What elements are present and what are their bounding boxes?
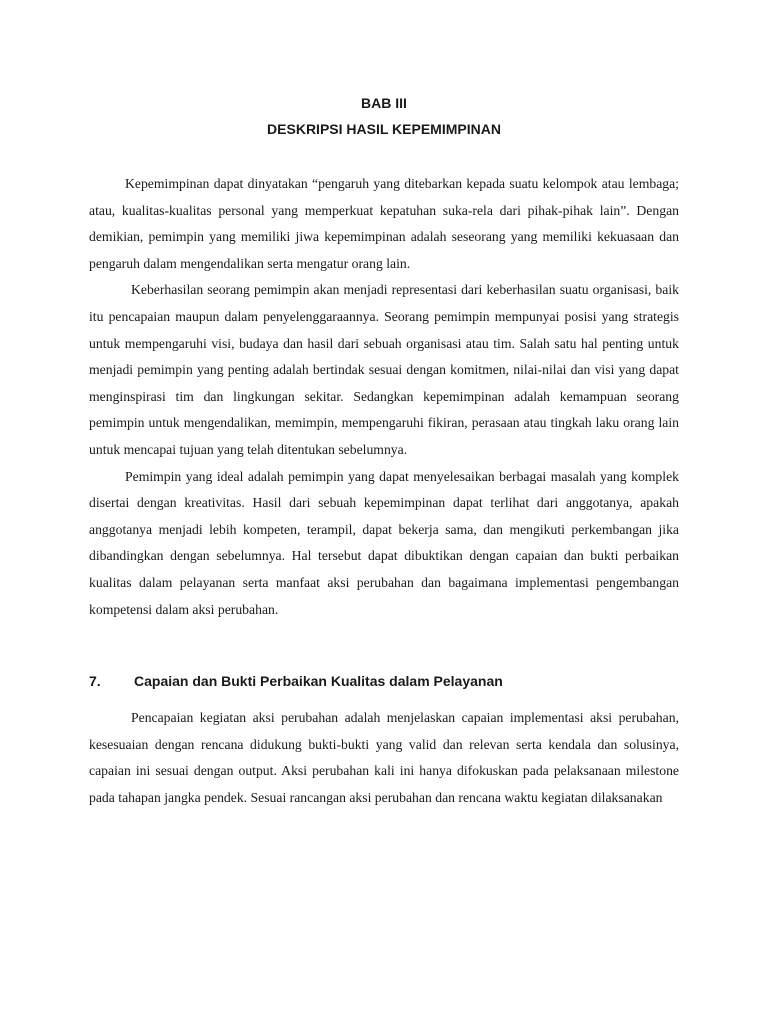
paragraph-3: Pemimpin yang ideal adalah pemimpin yang dapat menyelesaikan berbagai masalah yang komplek disertai dengan kreativitas. Hasil dari sebuah kepemimpinan dapat terlihat dari anggotanya, apakah anggotanya menjadi lebih kompeten, terampil, dapat bekerja sama, dan mengikuti perkembangan jika dibandingkan dengan sebelumnya. Hal tersebut dapat dibuktikan dengan capaian dan bukti perbaikan kualitas dalam pelayanan serta manfaat aksi perubahan dan bagaimana implementasi pengembangan kompetensi dalam aksi perubahan. <box>89 468 679 617</box>
paragraph-2: Keberhasilan seorang pemimpin akan menjadi representasi dari keberhasilan suatu organisasi, baik itu pencapaian maupun dalam penyelenggaraannya. Seorang pemimpin mempunyai posisi yang strategis untuk mempengaruhi visi, budaya dan hasil dari sebuah organisasi atau tim. Salah satu hal penting untuk menjadi pemimpin yang penting adalah bertindak sesuai dengan komitmen, nilai-nilai dan visi yang dapat menginspirasi tim dan lingkungan sekitar. Sedangkan kepemimpinan adalah kemampuan seorang pemimpin untuk mengendalikan, memimpin, mempengaruhi fikiran, perasaan atau tingkah laku orang lain untuk mencapai tujuan yang telah ditentukan sebelumnya. <box>89 282 679 457</box>
section-text-block <box>89 705 679 811</box>
section-title: Capaian dan Bukti Perbaikan Kualitas dalam Pelayanan <box>134 673 503 689</box>
chapter-heading: BAB III <box>361 95 407 111</box>
intro-text-block <box>89 171 679 623</box>
section-paragraph-1: Pencapaian kegiatan aksi perubahan adalah menjelaskan capaian implementasi aksi perubahan, kesesuaian dengan rencana didukung bukti-bukti yang valid dan relevan serta kendala dan solusinya, capaian ini sesuai dengan output. Aksi perubahan kali ini hanya difokuskan pada pelaksanaan milestone pada tahapan jangka pendek. Sesuai rancangan aksi perubahan dan rencana waktu kegiatan dilaksanakan <box>89 710 679 805</box>
section-heading <box>89 671 689 691</box>
chapter-title: DESKRIPSI HASIL KEPEMIMPINAN <box>267 121 501 137</box>
paragraph-1: Kepemimpinan dapat dinyatakan “pengaruh yang ditebarkan kepada suatu kelompok atau lembaga; atau, kualitas-kualitas personal yang memperkuat kepatuhan suka-rela dari pihak-pihak lain”. Dengan demikian, pemimpin yang memiliki jiwa kepemimpinan adalah seseorang yang memiliki kekuasaan dan pengaruh dalam mengendalikan serta mengatur orang lain. <box>89 176 679 271</box>
section-number: 7. <box>89 673 101 689</box>
